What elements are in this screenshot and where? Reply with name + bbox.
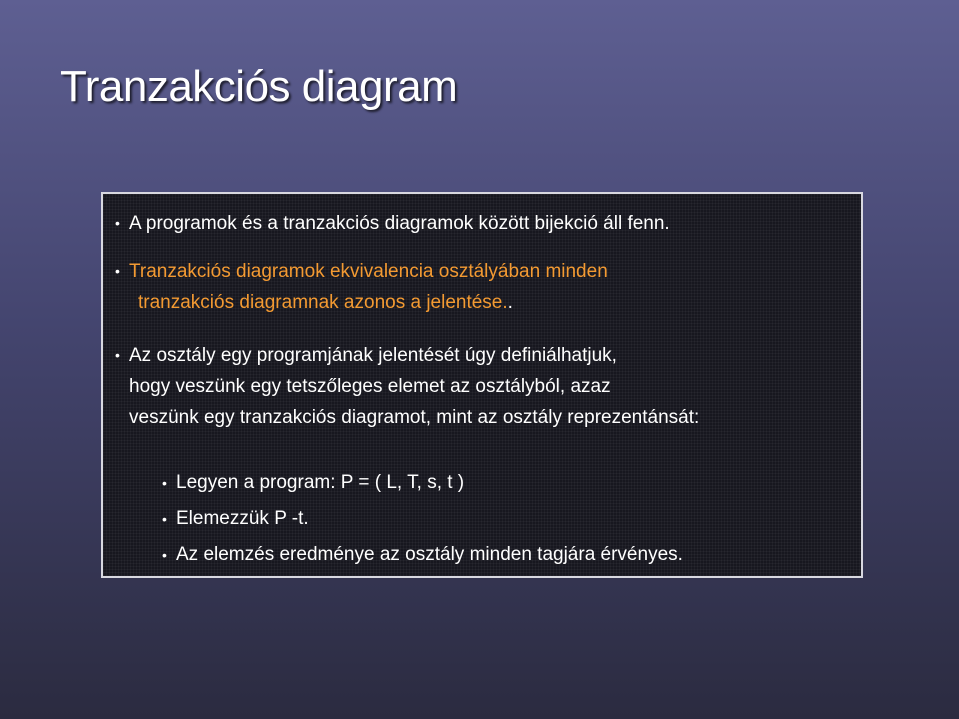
bullet-3 (115, 340, 700, 433)
bullet-dot: • (162, 547, 167, 563)
sub-bullet-2 (162, 501, 309, 537)
bullet-2-line-2: tranzakciós diagramnak azonos a jelentése. (138, 292, 508, 313)
bullet-1-line-1: A programok és a tranzakciós diagramok között bijekció áll fenn. (129, 213, 670, 234)
bullet-dot: • (162, 475, 167, 491)
bullet-3-line-1: Az osztály egy programjának jelentését úgy definiálhatjuk, (129, 345, 617, 366)
sub-bullet-2-text: Elemezzük P -t. (176, 508, 309, 529)
sub-bullet-1-text: Legyen a program: P = ( L, T, s, t ) (176, 472, 465, 493)
sub-bullet-3 (162, 537, 683, 573)
bullet-dot: • (162, 511, 167, 527)
bullet-1 (115, 208, 670, 239)
bullet-2-trailing-period: . (507, 292, 513, 313)
bullet-dot: • (115, 215, 120, 231)
bullet-2 (115, 256, 608, 318)
content-box (101, 192, 863, 578)
bullet-2-line-1: Tranzakciós diagramok ekvivalencia osztályában minden (129, 261, 608, 282)
bullet-dot: • (115, 347, 120, 363)
bullet-3-line-3: veszünk egy tranzakciós diagramot, mint az osztály reprezentánsát: (129, 407, 700, 428)
bullet-3-line-2: hogy veszünk egy tetszőleges elemet az osztályból, azaz (129, 376, 611, 397)
bullet-dot: • (115, 263, 120, 279)
sub-bullet-3-text: Az elemzés eredménye az osztály minden tagjára érvényes. (176, 544, 683, 565)
slide-title: Tranzakciós diagram (60, 62, 458, 111)
sub-bullet-1 (162, 465, 465, 501)
